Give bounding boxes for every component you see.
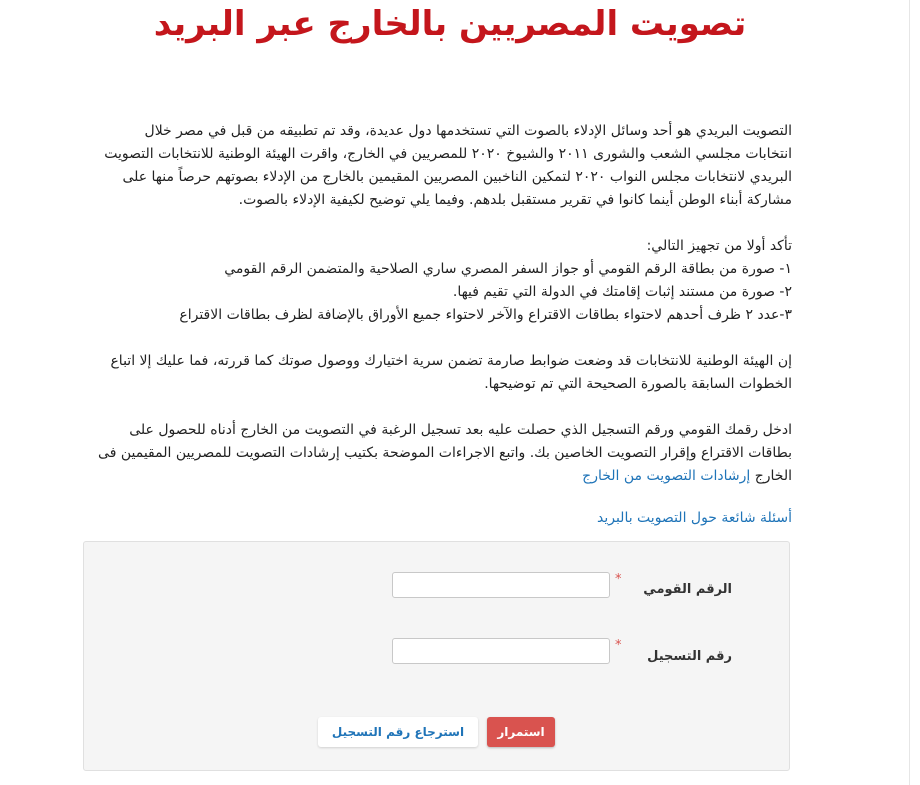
intro-content xyxy=(98,120,792,530)
intro-paragraph: التصويت البريدي هو أحد وسائل الإدلاء بالصوت التي تستخدمها دول عديدة، وقد تم تطبيقه من قبل في مصر خلال انتخابات مجلسي الشعب والشورى ٢٠١١ والشيوخ ٢٠٢٠ للمصريين في الخارج، واقرت الهيئة الوطنية للانتخابات التصويت البريدي لانتخابات مجلس النواب ٢٠٢٠ لتمكين الناخبين المصريين المقيمين بالخارج من الإدلاء بصوتهم حرصاً منها على مشاركة أبناء الوطن أينما كانوا في تقرير مستقبل بلدهم. وفيما يلي توضيح لكيفية الإدلاء بالصوت. xyxy=(104,123,792,208)
registration-number-input[interactable] xyxy=(392,638,610,664)
national-id-input[interactable] xyxy=(392,572,610,598)
requirements-section xyxy=(98,235,792,327)
requirement-item: ٢- صورة من مستند إثبات إقامتك في الدولة التي تقيم فيها. xyxy=(452,284,792,300)
lookup-form xyxy=(83,541,790,771)
page-edge-divider xyxy=(909,0,910,785)
national-id-label: الرقم القومي xyxy=(643,582,732,597)
voting-guide-link[interactable]: إرشادات التصويت من الخارج xyxy=(582,468,751,484)
requirement-item: ٣-عدد ٢ ظرف أحدهم لاحتواء بطاقات الاقتراع والآخر لاحتواء جميع الأوراق بالإضافة لظرف بطاقات الاقتراع xyxy=(179,307,792,323)
page-title: تصويت المصريين بالخارج عبر البريد xyxy=(153,4,747,44)
required-mark: * xyxy=(615,572,622,587)
instructions-paragraph xyxy=(98,419,792,488)
required-mark: * xyxy=(615,638,622,653)
requirements-heading: تأكد أولا من تجهيز التالي: xyxy=(646,238,792,254)
continue-button[interactable]: استمرار xyxy=(487,717,555,747)
security-paragraph: إن الهيئة الوطنية للانتخابات قد وضعت ضوابط صارمة تضمن سرية اختيارك ووصول صوتك كما قررته، فما عليك إلا اتباع الخطوات السابقة بالصورة الصحيحة التي تم توضيحها. xyxy=(110,353,792,392)
faq-link[interactable]: أسئلة شائعة حول التصويت بالبريد xyxy=(596,510,792,526)
requirement-item: ١- صورة من بطاقة الرقم القومي أو جواز السفر المصري ساري الصلاحية والمتضمن الرقم القومي xyxy=(224,261,792,277)
instructions-text: ادخل رقمك القومي ورقم التسجيل الذي حصلت عليه بعد تسجيل الرغبة في التصويت من الخارج أدناه للحصول على بطاقات الاقتراع وإقرار التصويت الخاصين بك. واتبع الاجراءات الموضحة بكتيب إرشادات التصويت للمصريين المقيمين فى الخارج xyxy=(98,422,792,484)
retrieve-registration-button[interactable]: استرجاع رقم التسجيل xyxy=(318,717,478,747)
registration-number-label: رقم التسجيل xyxy=(647,649,732,664)
